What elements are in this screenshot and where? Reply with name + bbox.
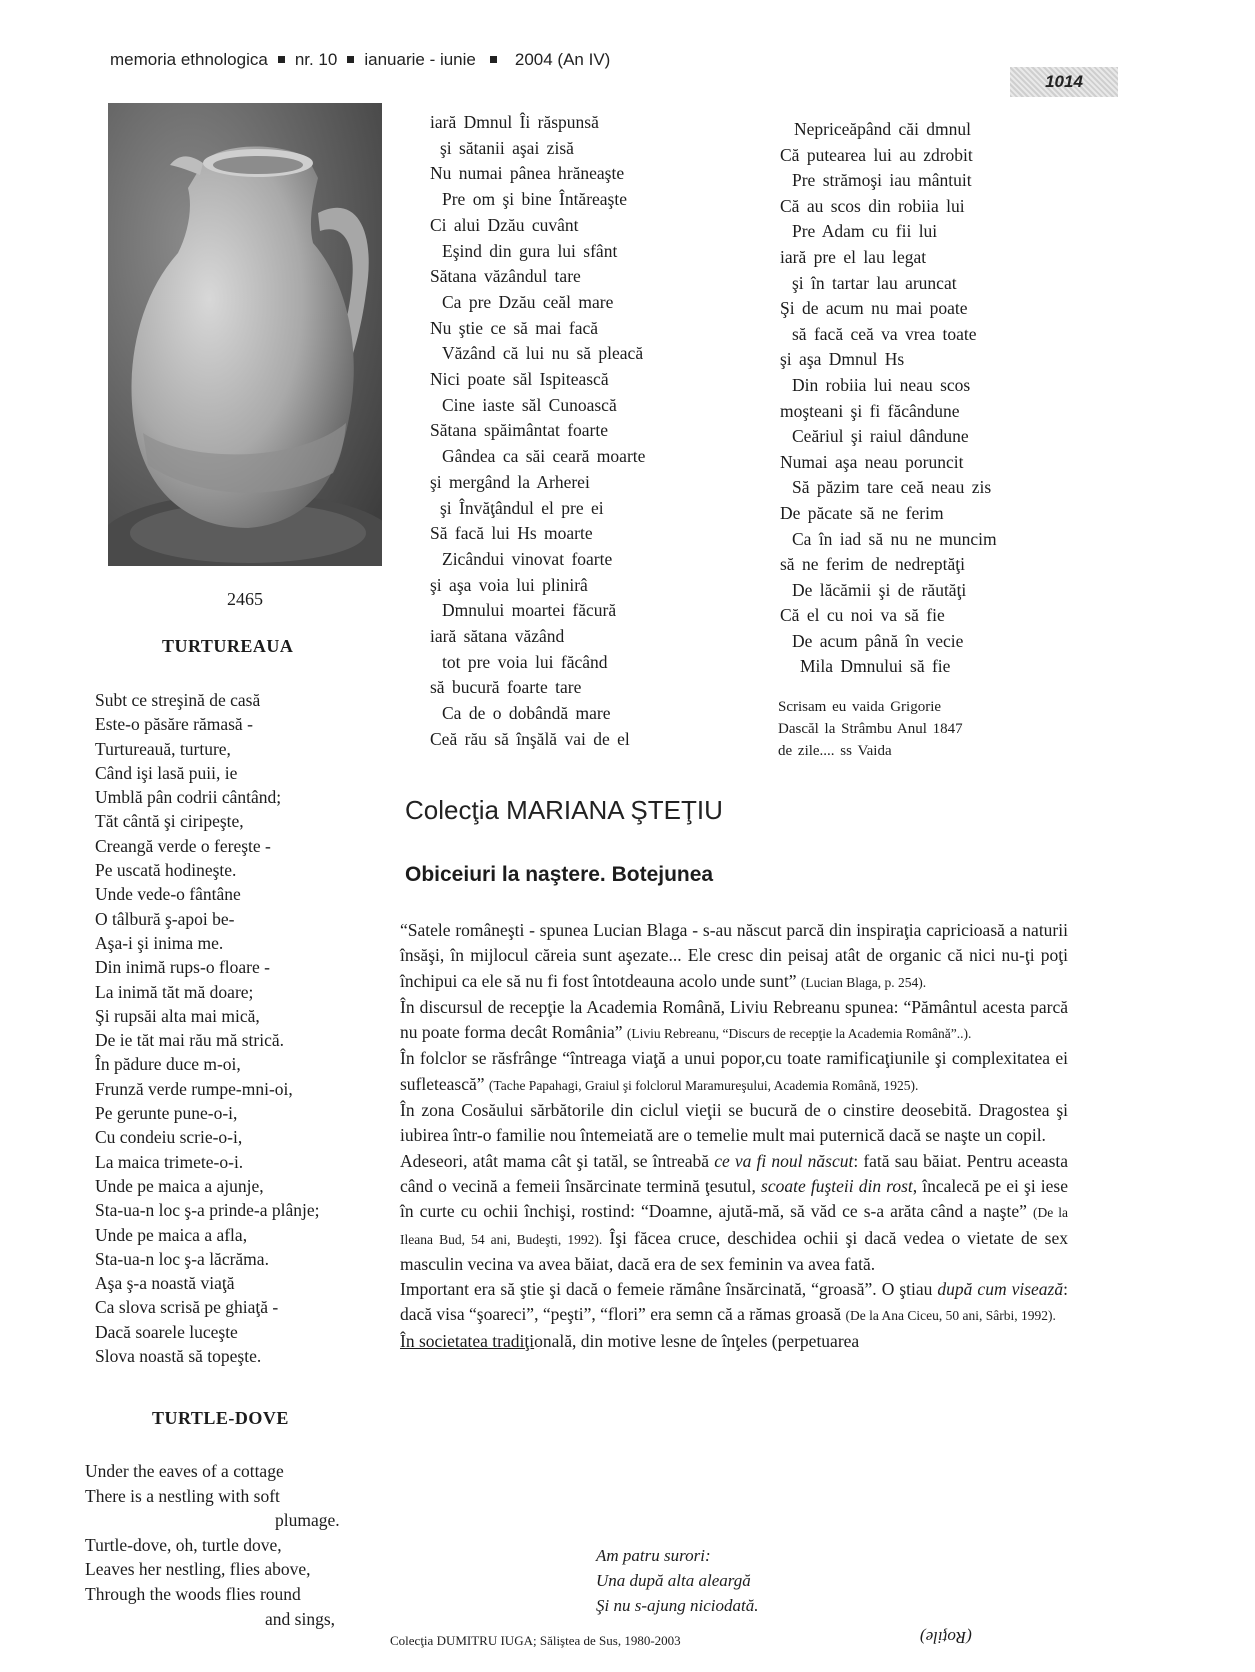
verse-line: În pădure duce m-oi,: [95, 1054, 241, 1075]
poem-number: 2465: [227, 589, 263, 609]
verse-line: Unde pe maica a ajunje,: [95, 1175, 264, 1196]
text-run: Important era să ştie şi dacă o femeie rămâne însărcinată, “groasă”. O ştiau: [400, 1279, 933, 1300]
poem-title-ro: TURTUREAUA: [162, 636, 294, 656]
ceramic-jug-photo: [108, 103, 382, 566]
verse-line: Când işi lasă puii, ie: [95, 762, 238, 783]
quote-text: “Satele româneşti - spunea Lucian Blaga - s-au născut parcă din inspiraţia capricioasă a naturii însăşi, în mijlocul căreia sunt aşezate... Ele cresc din peisaj atât de organic că nici nu-ţi poţi închipui ca ele să nu fi fost întotdeauna acolo unde sunt”: [400, 920, 1068, 991]
verse-line: Din robiia lui neau scos: [792, 374, 971, 395]
verse-line: Frunză verde rumpe-mni-oi,: [95, 1078, 293, 1099]
verse-line: Unde vede-o fântâne: [95, 884, 241, 905]
verse-line: Şi rupsăi alta mai mică,: [95, 1005, 260, 1026]
verse-line: Numai aşa neau poruncit: [780, 451, 964, 472]
verse-line: De păcate să ne ferim: [780, 502, 944, 523]
paragraph: [400, 1046, 1068, 1098]
text-run: onală, din motive lesne de înţeles (perpetuarea: [534, 1330, 860, 1351]
verse-line: Şi de acum nu mai poate: [780, 298, 968, 319]
verse-line: Gândea ca săi ceară moarte: [442, 446, 646, 467]
text-run: : fată sau băiat. Pentru aceasta când o vecină a femeii însărcinate termină ţesutul,: [400, 1150, 1069, 1196]
verse-line: Sătana spăimântat foarte: [430, 420, 609, 441]
verse-line: Şi nu s-ajung niciodată.: [596, 1596, 759, 1615]
verse-line: Sta-ua-n loc ş-a prinde-a plânje;: [95, 1200, 320, 1221]
religious-poem-column-2: [430, 110, 645, 753]
scribe-signature: [778, 696, 963, 762]
poem-ro-text: [95, 688, 320, 1368]
verse-line: Pe gerunte pune-o-i,: [95, 1103, 238, 1124]
verse-line: Una după alta aleargă: [596, 1571, 751, 1590]
journal-name: memoria ethnologica: [110, 50, 268, 69]
verse-line: Pre strămoşi iau mântuit: [792, 170, 972, 191]
verse-line: Pe uscată hodineşte.: [95, 860, 237, 881]
citation: (De la Ana Ciceu, 50 ani, Sârbi, 1992).: [845, 1308, 1056, 1324]
verse-line: Subt ce streşină de casă: [95, 690, 261, 710]
verse-line: Că au scos din robiia lui: [780, 195, 965, 216]
verse-line: Ca slova scrisă pe ghiaţă -: [95, 1297, 279, 1318]
verse-line: Nu ştie ce să mai facă: [430, 317, 599, 338]
verse-line: Ca de o dobândă mare: [442, 703, 611, 724]
text-run: Adeseori, atât mama cât şi tatăl, se întreabă: [400, 1150, 710, 1171]
text-run: Îşi făcea cruce, deschidea ochii şi dacă vedea o vietate de sex masculin vecina va avea băiat, dacă era de sex feminin va avea fată.: [400, 1227, 1069, 1274]
verse-line: Through the woods flies round: [85, 1583, 301, 1604]
verse-line: Să facă lui Hs moarte: [430, 523, 593, 544]
verse-line: Ceă rău să înşălă vai de el: [430, 728, 630, 749]
issue-number: nr. 10: [294, 50, 338, 69]
verse-line: Unde pe maica a afla,: [95, 1224, 248, 1245]
verse-line: Mila Dmnului să fie: [800, 656, 951, 677]
verse-line: să facă ceă va vrea toate: [792, 323, 977, 344]
verse-line: Este-o păsăre rămasă -: [95, 714, 253, 735]
verse-line: There is a nestling with soft: [85, 1485, 280, 1506]
signature-line: Scrisam eu vaida Grigorie: [778, 699, 942, 715]
verse-line: Dacă soarele luceşte: [95, 1321, 238, 1342]
verse-line: moşteani şi fi făcândune: [780, 400, 960, 421]
paragraph: [400, 1277, 1068, 1329]
verse-line: La inimă tăt mă doare;: [95, 981, 254, 1002]
verse-line: De lăcămii şi de răutăţi: [792, 579, 967, 600]
verse-line: Sătana văzândul tare: [430, 266, 581, 287]
paragraph: În zona Cosăului sărbătorile din ciclul vieţii se bucură de o cinstire deosebită. Dragostea şi iubirea într-o familie nou întemeiată are o temelie mult mai puternică dacă se naşte un copil.: [400, 1100, 1068, 1146]
citation: (De la Ileana Bud, 54 ani, Budeşti, 1992).: [400, 1205, 1069, 1247]
verse-line: şi aşa Dmnul Hs: [780, 349, 905, 370]
verse-line: să bucură foarte tare: [430, 677, 582, 698]
verse-line: Sta-ua-n loc ş-a lăcrăma.: [95, 1248, 269, 1269]
verse-line: şi sătanii aşai zisă: [440, 137, 574, 158]
citation: (Tache Papahagi, Graiul şi folclorul Maramureşului, Academia Română, 1925).: [488, 1077, 919, 1093]
verse-line: Slova noastă să topeşte.: [95, 1346, 262, 1367]
verse-line: La maica trimete-o-i.: [95, 1151, 244, 1172]
text-run: , încalecă pe ei şi iese în curte cu ochii închişi, rostind: “Doamne, ajută-mă, să văd ce s-a arăta când a naşte”: [400, 1175, 1069, 1222]
verse-line: Ca pre Dzău ceăl mare: [442, 291, 614, 312]
verse-line: Umblă pân codrii cântând;: [95, 787, 282, 808]
verse-line: Ceăriul şi raiul dândune: [792, 426, 969, 447]
verse-line: Nici poate săl Ispitească: [430, 369, 609, 390]
verse-line: iară Dmnul Îi răspunsă: [430, 112, 599, 132]
verse-line: Pre om şi bine Întăreaşte: [442, 189, 628, 210]
verse-line: O tâlbură ş-apoi be-: [95, 908, 235, 929]
verse-line: Pre Adam cu fii lui: [792, 221, 938, 242]
verse-line: tot pre voia lui făcând: [442, 651, 608, 672]
verse-line: De acum până în vecie: [792, 630, 964, 651]
citation: (Lucian Blaga, p. 254).: [800, 974, 927, 990]
religious-poem-column-3: [780, 117, 997, 680]
underlined-text: În societatea tradiţi: [400, 1330, 535, 1351]
verse-line: plumage.: [275, 1510, 340, 1531]
verse-line: Văzând că lui nu să pleacă: [442, 343, 644, 364]
verse-line: Că putearea lui au zdrobit: [780, 144, 973, 165]
verse-line: iară pre el lau legat: [780, 246, 927, 267]
verse-line: să ne ferim de nedreptăţi: [780, 554, 965, 575]
issue-year: 2004 (An IV): [514, 50, 611, 69]
text-run: : dacă visa “şoareci”, “peşti”, “flori” era semn că a rămas groasă: [400, 1279, 1068, 1325]
verse-line: Am patru surori:: [596, 1546, 711, 1565]
verse-line: Tăt cântă şi ciripeşte,: [95, 811, 244, 832]
paragraph: [400, 1149, 1068, 1277]
verse-line: Din inimă rups-o floare -: [95, 957, 270, 978]
verse-line: Cu condeiu scrie-o-i,: [95, 1127, 243, 1148]
riddle-verse: [596, 1543, 758, 1618]
verse-line: şi Învăţândul el pre ei: [440, 497, 604, 518]
verse-line: Eşind din gura lui sfânt: [442, 240, 618, 261]
verse-line: Aşa ş-a noastă viaţă: [95, 1273, 235, 1294]
page-number: 1014: [1010, 67, 1118, 97]
quote-text: În folclor se răsfrânge “întreaga viaţă a unui popor,cu toate ramificaţiunile şi complexitatea ei sufletească”: [400, 1048, 1068, 1094]
verse-line: Turtureauă, turture,: [95, 738, 231, 759]
emphasis: scoate fuşteii din rost: [761, 1175, 913, 1196]
verse-line: Nu numai pânea hrăneaşte: [430, 163, 625, 184]
verse-line: De ie tăt mai rău mă strică.: [95, 1030, 285, 1051]
verse-line: şi în tartar lau aruncat: [792, 272, 957, 293]
verse-line: Nepriceăpând căi dmnul: [794, 119, 972, 139]
emphasis: după cum visează: [937, 1279, 1064, 1300]
verse-line: Ca în iad să nu ne muncim: [792, 528, 997, 549]
collection-heading: Colecţia MARIANA ŞTEŢIU: [405, 795, 723, 825]
paragraph: [400, 995, 1068, 1047]
verse-line: Under the eaves of a cottage: [85, 1461, 284, 1481]
footer-source: Colecţia DUMITRU IUGA; Săliştea de Sus, 1980-2003: [390, 1633, 681, 1648]
signature-line: de zile.... ss Vaida: [778, 743, 892, 759]
verse-line: Leaves her nestling, flies above,: [85, 1559, 311, 1580]
paragraph: [400, 1329, 1068, 1354]
signature-line: Dascăl la Strâmbu Anul 1847: [778, 721, 963, 737]
section-subtitle: Obiceiuri la naştere. Botejunea: [405, 863, 714, 886]
issue-period: ianuarie - iunie: [364, 50, 476, 69]
verse-line: and sings,: [265, 1608, 335, 1629]
paragraph: [400, 918, 1068, 995]
emphasis: ce va fi noul născut: [714, 1150, 854, 1171]
quote-text: În discursul de recepţie la Academia Română, Liviu Rebreanu spunea: “Pământul acesta parcă nu poate forma decât România”: [400, 996, 1068, 1043]
article-body: [400, 918, 1068, 1354]
verse-line: Că el cu noi va să fie: [780, 605, 945, 626]
poem-title-en: TURTLE-DOVE: [152, 1408, 289, 1428]
verse-line: Cine iaste săl Cunoască: [442, 394, 617, 415]
citation: (Liviu Rebreanu, “Discurs de recepţie la Academia Română”..).: [626, 1026, 972, 1042]
verse-line: Dmnului moartei făcură: [442, 600, 617, 621]
verse-line: şi aşa voia lui plinirâ: [430, 574, 588, 595]
separator-square-icon: [490, 56, 497, 63]
verse-line: Creangă verde o fereşte -: [95, 835, 271, 856]
verse-line: iară sătana văzând: [430, 626, 565, 647]
verse-line: Aşa-i şi inima me.: [95, 932, 224, 953]
verse-line: Turtle-dove, oh, turtle dove,: [85, 1534, 282, 1555]
verse-line: şi mergând la Arherei: [430, 471, 590, 492]
poem-en-text: [85, 1459, 340, 1631]
running-header: [110, 50, 610, 70]
riddle-answer-upside-down: (Roţile): [920, 1628, 972, 1647]
verse-line: Să păzim tare ceă neau zis: [792, 477, 992, 498]
verse-line: Zicândui vinovat foarte: [442, 548, 613, 569]
separator-square-icon: [278, 56, 285, 63]
verse-line: Ci alui Dzău cuvânt: [430, 214, 579, 235]
separator-square-icon: [347, 56, 354, 63]
